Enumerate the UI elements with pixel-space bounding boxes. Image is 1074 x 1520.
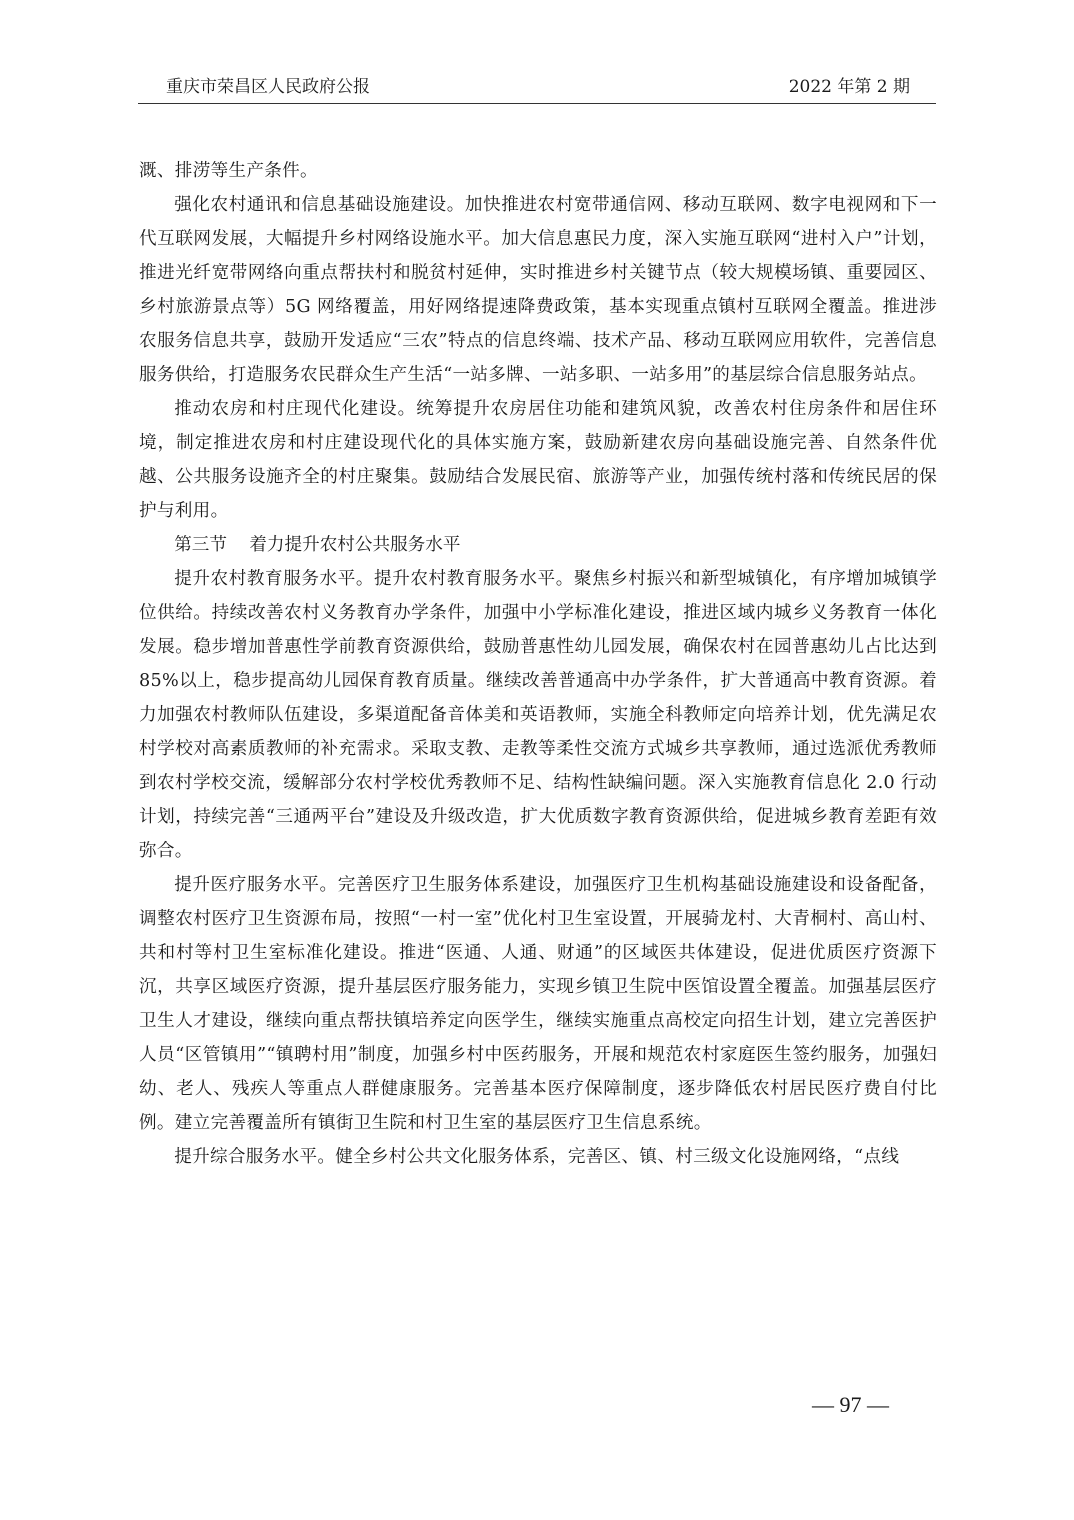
section-heading: 第三节 着力提升农村公共服务水平 [174, 535, 461, 555]
page-number: — 97 — [812, 1392, 889, 1417]
page-header [138, 76, 936, 104]
paragraph-medical: 提升医疗服务水平。完善医疗卫生服务体系建设，加强医疗卫生机构基础设施建设和设备配备，调整农村医疗卫生资源布局，按照“一村一室”优化村卫生室设置，开展骑龙村、大青桐村、高山村、共和村等村卫生室标准化建设。推进“医通、人通、财通”的区域医共体建设，促进优质医疗资源下沉，共享区域医疗资源，提升基层医疗服务能力，实现乡镇卫生院中医馆设置全覆盖。加强基层医疗卫生人才建设，继续向重点帮扶镇培养定向医学生，继续实施重点高校定向招生计划，建立完善医护人员“区管镇用”“镇聘村用”制度，加强乡村中医药服务，开展和规范农村家庭医生签约服务，加强妇幼、老人、残疾人等重点人群健康服务。完善基本医疗保障制度，逐步降低农村居民医疗费自付比例。建立完善覆盖所有镇街卫生院和村卫生室的基层医疗卫生信息系统。 [139, 875, 937, 1133]
publication-title: 重庆市荣昌区人民政府公报 [166, 77, 370, 97]
paragraph-communications: 强化农村通讯和信息基础设施建设。加快推进农村宽带通信网、移动互联网、数字电视网和下一代互联网发展，大幅提升乡村网络设施水平。加大信息惠民力度，深入实施互联网“进村入户”计划，推进光纤宽带网络向重点帮扶村和脱贫村延伸，实时推进乡村关键节点（较大规模场镇、重要园区、乡村旅游景点等）5G 网络覆盖，用好网络提速降费政策，基本实现重点镇村互联网全覆盖。推进涉农服务信息共享，鼓励开发适应“三农”特点的信息终端、技术产品、移动互联网应用软件，完善信息服务供给，打造服务农民群众生产生活“一站多牌、一站多职、一站多用”的基层综合信息服务站点。 [139, 195, 937, 385]
paragraph-housing: 推动农房和村庄现代化建设。统筹提升农房居住功能和建筑风貌，改善农村住房条件和居住环境，制定推进农房和村庄建设现代化的具体实施方案，鼓励新建农房向基础设施完善、自然条件优越、公共服务设施齐全的村庄聚集。鼓励结合发展民宿、旅游等产业，加强传统村落和传统民居的保护与利用。 [139, 399, 937, 521]
paragraph-continued: 溉、排涝等生产条件。 [139, 161, 318, 181]
page-body [139, 154, 937, 1174]
paragraph-education: 提升农村教育服务水平。提升农村教育服务水平。聚焦乡村振兴和新型城镇化，有序增加城镇学位供给。持续改善农村义务教育办学条件，加强中小学标准化建设，推进区域内城乡义务教育一体化发展。稳步增加普惠性学前教育资源供给，鼓励普惠性幼儿园发展，确保农村在园普惠幼儿占比达到 85%以上，稳步提高幼儿园保育教育质量。继续改善普通高中办学条件，扩大普通高中教育资源。着力加强农村教师队伍建设，多渠道配备音体美和英语教师，实施全科教师定向培养计划，优先满足农村学校对高素质教师的补充需求。采取支教、走教等柔性交流方式城乡共享教师，通过选派优秀教师到农村学校交流，缓解部分农村学校优秀教师不足、结构性缺编问题。深入实施教育信息化 2.0 行动计划，持续完善“三通两平台”建设及升级改造，扩大优质数字教育资源供给，促进城乡教育差距有效弥合。 [139, 569, 937, 861]
issue-number: 2022 年第 2 期 [788, 77, 910, 97]
paragraph-comprehensive: 提升综合服务水平。健全乡村公共文化服务体系，完善区、镇、村三级文化设施网络，“点线 [174, 1147, 900, 1167]
